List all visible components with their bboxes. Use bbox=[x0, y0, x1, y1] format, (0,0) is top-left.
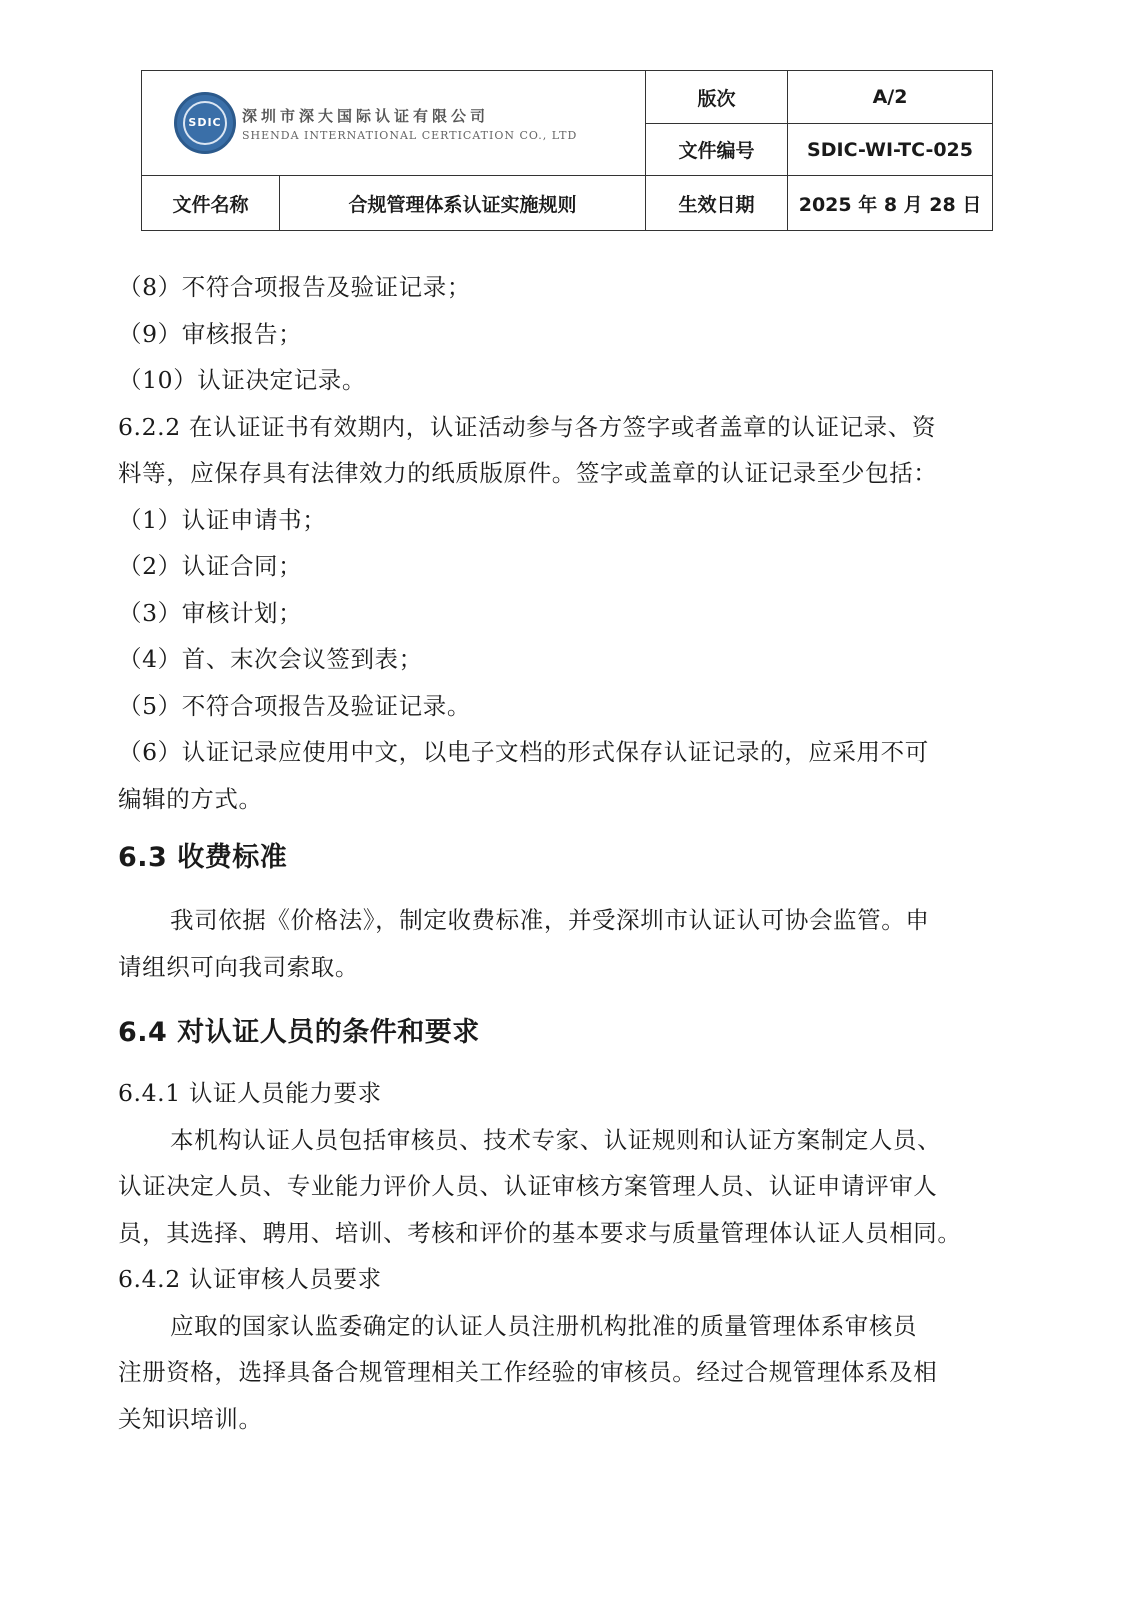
list-item: （5）不符合项报告及验证记录。 bbox=[118, 691, 471, 720]
paragraph-line: 关知识培训。 bbox=[118, 1404, 263, 1433]
list-item: （1）认证申请书； bbox=[118, 505, 327, 534]
list-item: （8）不符合项报告及验证记录； bbox=[118, 273, 471, 301]
version-label: 版次 bbox=[646, 71, 788, 124]
paragraph-line: 员，其选择、聘用、培训、考核和评价的基本要求与质量管理体认证人员相同。 bbox=[118, 1218, 962, 1247]
effective-date-value: 2025 年 8 月 28 日 bbox=[788, 176, 993, 231]
list-item: （9）审核报告； bbox=[118, 319, 303, 348]
doc-no-value: SDIC-WI-TC-025 bbox=[788, 124, 993, 176]
list-item: （4）首、末次会议签到表； bbox=[118, 645, 423, 673]
list-item: （3）审核计划； bbox=[118, 598, 303, 627]
paragraph-line: 我司依据《价格法》，制定收费标准，并受深圳市认证认可协会监管。申 bbox=[170, 906, 930, 934]
paragraph-line: 应取的国家认监委确定的认证人员注册机构批准的质量管理体系审核员 bbox=[170, 1311, 918, 1340]
effective-date-label: 生效日期 bbox=[646, 176, 788, 231]
company-seal-icon bbox=[174, 92, 236, 154]
list-item: （10）认证决定记录。 bbox=[118, 366, 367, 394]
company-name-cn: 深圳市深大国际认证有限公司 bbox=[242, 106, 490, 125]
seal-mark: SDIC bbox=[188, 116, 222, 129]
logo-cell bbox=[142, 71, 646, 176]
subsection-heading-6-4-2: 6.4.2 认证审核人员要求 bbox=[118, 1265, 382, 1293]
paragraph-line: 料等，应保存具有法律效力的纸质版原件。签字或盖章的认证记录至少包括： bbox=[118, 459, 938, 487]
subsection-heading-6-4-1: 6.4.1 认证人员能力要求 bbox=[118, 1079, 382, 1107]
section-heading-6-4: 6.4 对认证人员的条件和要求 bbox=[118, 1017, 480, 1048]
doc-name-value: 合规管理体系认证实施规则 bbox=[280, 176, 646, 231]
document-body bbox=[118, 264, 1018, 1442]
paragraph-line: 注册资格，选择具备合规管理相关工作经验的审核员。经过合规管理体系及相 bbox=[118, 1358, 938, 1386]
paragraph-line: 认证决定人员、专业能力评价人员、认证审核方案管理人员、认证申请评审人 bbox=[118, 1172, 938, 1200]
list-item: （6）认证记录应使用中文，以电子文档的形式保存认证记录的，应采用不可 bbox=[118, 738, 929, 766]
list-item: （2）认证合同； bbox=[118, 552, 303, 580]
document-header-table bbox=[141, 70, 993, 231]
company-name-en: SHENDA INTERNATIONAL CERTICATION CO., LTD bbox=[242, 128, 578, 142]
company-logo bbox=[142, 92, 645, 154]
paragraph-line: 6.2.2 在认证证书有效期内，认证活动参与各方签字或者盖章的认证记录、资 bbox=[118, 412, 936, 441]
doc-no-label: 文件编号 bbox=[646, 124, 788, 176]
section-heading-6-3: 6.3 收费标准 bbox=[118, 842, 288, 873]
doc-name-label: 文件名称 bbox=[142, 176, 280, 231]
paragraph-line: 请组织可向我司索取。 bbox=[118, 952, 359, 981]
version-value: A/2 bbox=[788, 71, 993, 124]
paragraph-line: 本机构认证人员包括审核员、技术专家、认证规则和认证方案制定人员、 bbox=[170, 1125, 942, 1154]
list-item: 编辑的方式。 bbox=[118, 784, 263, 813]
